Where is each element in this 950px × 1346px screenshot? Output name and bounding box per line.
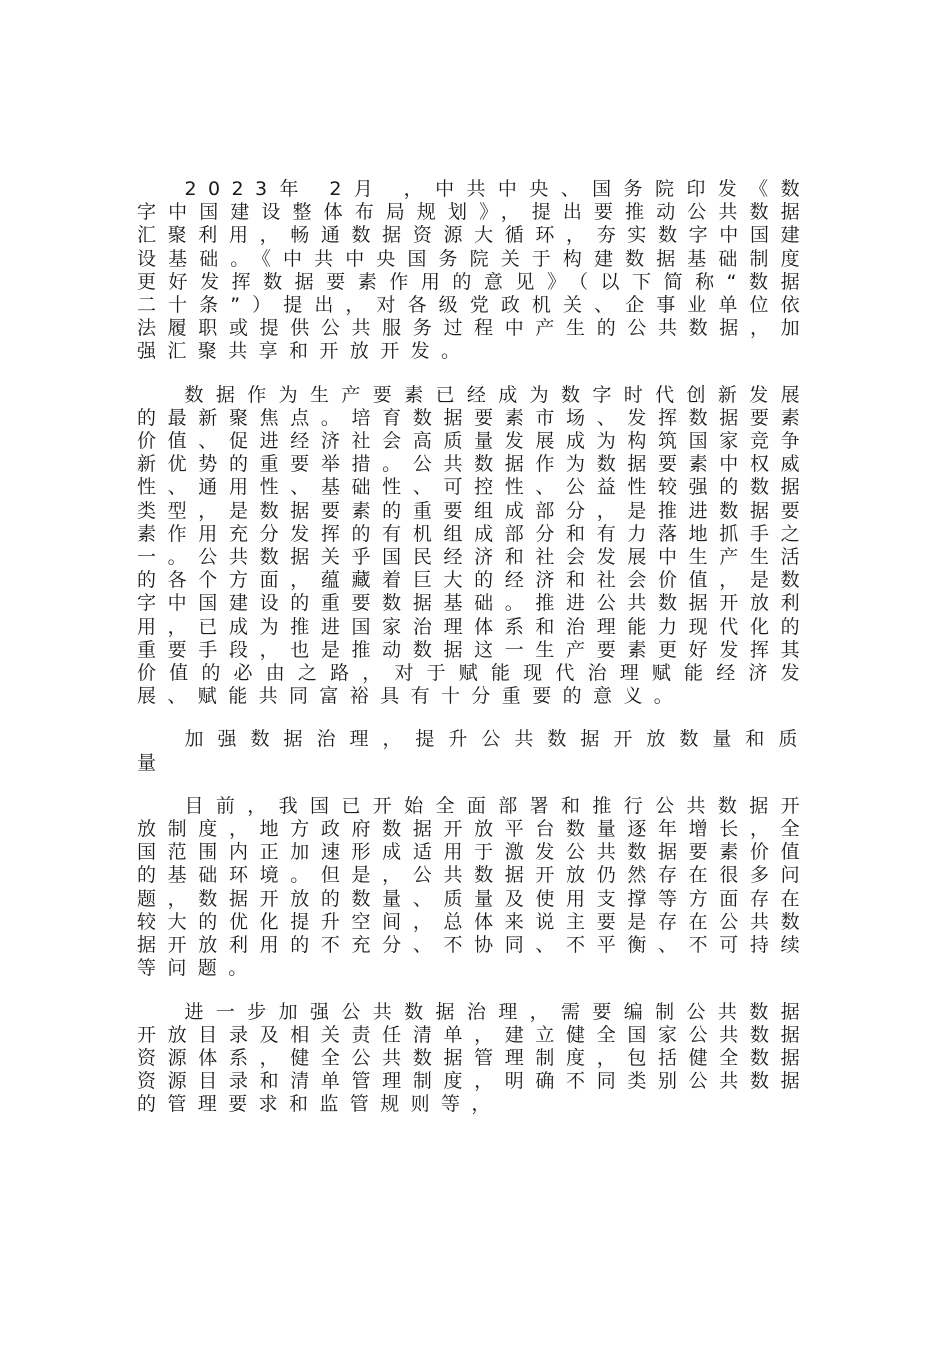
document-body <box>137 178 811 1137</box>
section-heading: 加强数据治理，提升公共数据开放数量和质量 <box>137 728 811 774</box>
paragraph-current-status: 目前，我国已开始全面部署和推行公共数据开放制度，地方政府数据开放平台数量逐年增长，全国范围内正加速形成适用于激发公共数据要素价值的基础环境。但是，公共数据开放仍然存在很多问题，数据开放的数量、质量及使用支撑等方面存在较大的优化提升空间，总体来说主要是存在公共数据开放利用的不充分、不协同、不平衡、不可持续等问题。 <box>137 794 811 980</box>
paragraph-intro: 2023年 2月 ，中共中央、国务院印发《数字中国建设整体布局规划》，提出要推动公共数据汇聚利用，畅通数据资源大循环，夯实数字中国建设基础。《中共中央国务院关于构建数据基础制度更好发挥数据要素作用的意见》（以下简称“数据二十条”）提出，对各级党政机关、企事业单位依法履职或提供公共服务过程中产生的公共数据，加强汇聚共享和开放开发。 <box>137 178 811 363</box>
paragraph-governance: 进一步加强公共数据治理，需要编制公共数据开放目录及相关责任清单，建立健全国家公共数据资源体系，健全公共数据管理制度，包括健全数据资源目录和清单管理制度，明确不同类别公共数据的管理要求和监管规则等， <box>137 1000 811 1116</box>
paragraph-data-factor: 数据作为生产要素已经成为数字时代创新发展的最新聚焦点。培育数据要素市场、发挥数据要素价值、促进经济社会高质量发展成为构筑国家竞争新优势的重要举措。公共数据作为数据要素中权威性、通用性、基础性、可控性、公益性较强的数据类型，是数据要素的重要组成部分，是推进数据要素作用充分发挥的有机组成部分和有力落地抓手之一。公共数据关乎国民经济和社会发展中生产生活的各个方面，蕴藏着巨大的经济和社会价值，是数字中国建设的重要数据基础。推进公共数据开放利用，已成为推进国家治理体系和治理能力现代化的重要手段，也是推动数据这一生产要素更好发挥其价值的必由之路，对于赋能现代治理赋能经济发展、赋能共同富裕具有十分重要的意义。 <box>137 383 811 708</box>
